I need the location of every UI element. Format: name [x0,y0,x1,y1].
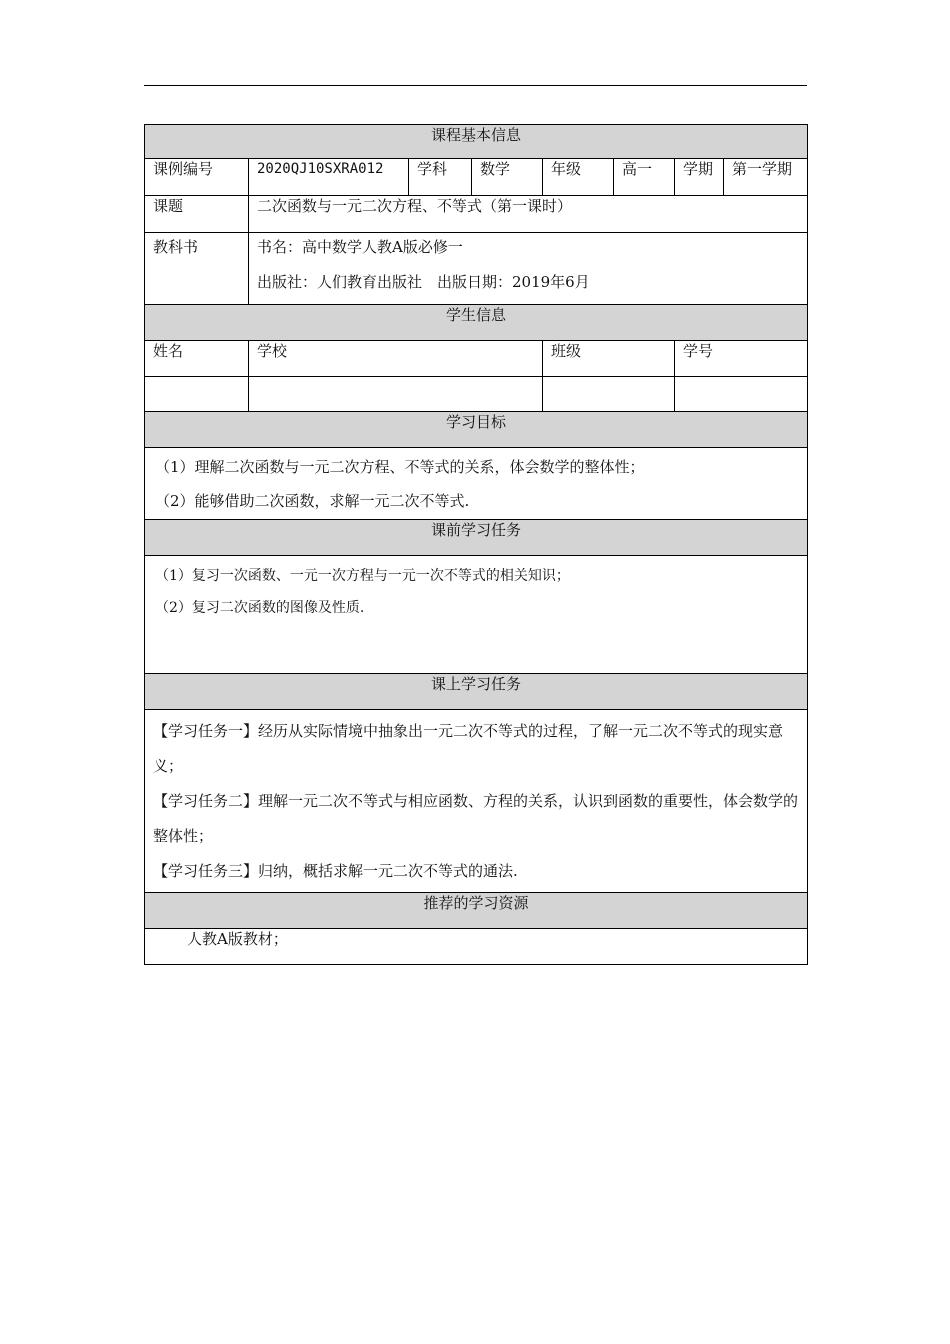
case-id-label: 课例编号 [145,159,249,196]
in-class-task: 【学习任务二】理解一元二次不等式与相应函数、方程的关系，认识到函数的重要性，体会数学的整体性； [153,792,799,845]
header-rule [144,85,807,86]
pre-class-body [145,556,808,674]
student-info-header-row [145,305,808,341]
goals-header-row [145,412,808,448]
student-id-label: 学号 [675,341,808,377]
student-class-label: 班级 [543,341,675,377]
goals-body [145,448,808,520]
term-label: 学期 [675,159,724,196]
goals-heading: 学习目标 [145,412,808,448]
goals-body-row [145,448,808,520]
in-class-task: 【学习任务一】经历从实际情境中抽象出一元二次不等式的过程，了解一元二次不等式的现实意义； [153,722,784,775]
resources-body-row [145,929,808,965]
student-values-row [145,377,808,412]
in-class-body-row [145,710,808,893]
pre-class-item: （1）复习一次函数、一元一次方程与一元一次不等式的相关知识； [155,568,570,584]
course-info-header-row [145,125,808,159]
student-info-heading: 学生信息 [145,305,808,341]
student-id-field[interactable] [675,377,808,412]
student-school-label: 学校 [249,341,543,377]
resources-header-row [145,893,808,929]
course-form [144,124,807,965]
in-class-body [145,710,808,893]
in-class-header-row [145,674,808,710]
topic-row [145,196,808,233]
goal-item: （1）理解二次函数与一元二次方程、不等式的关系，体会数学的整体性； [155,458,645,476]
in-class-task: 【学习任务三】归纳，概括求解一元二次不等式的通法. [153,862,518,880]
resources-heading: 推荐的学习资源 [145,893,808,929]
in-class-heading: 课上学习任务 [145,674,808,710]
grade-label: 年级 [543,159,614,196]
resources-text: 人教A版教材； [145,929,808,965]
pre-class-item: （2）复习二次函数的图像及性质. [155,600,365,616]
subject-value: 数学 [472,159,543,196]
student-labels-row [145,341,808,377]
topic-value: 二次函数与一元二次方程、不等式（第一课时） [249,196,808,233]
pre-class-heading: 课前学习任务 [145,520,808,556]
textbook-details [249,233,808,305]
pre-class-header-row [145,520,808,556]
student-school-field[interactable] [249,377,543,412]
grade-value: 高一 [614,159,675,196]
subject-label: 学科 [409,159,472,196]
topic-label: 课题 [145,196,249,233]
textbook-publisher: 出版社：人们教育出版社 出版日期：2019年6月 [257,273,590,291]
pre-class-body-row [145,556,808,674]
textbook-label: 教科书 [145,233,249,305]
goal-item: （2）能够借助二次函数，求解一元二次不等式. [155,492,470,510]
textbook-name: 书名：高中数学人教A版必修一 [257,238,463,256]
course-info-heading: 课程基本信息 [145,125,808,159]
case-id-value: 2020QJ10SXRA012 [249,159,409,196]
textbook-row [145,233,808,305]
student-class-field[interactable] [543,377,675,412]
student-name-field[interactable] [145,377,249,412]
term-value: 第一学期 [724,159,808,196]
course-meta-row [145,159,808,196]
student-name-label: 姓名 [145,341,249,377]
